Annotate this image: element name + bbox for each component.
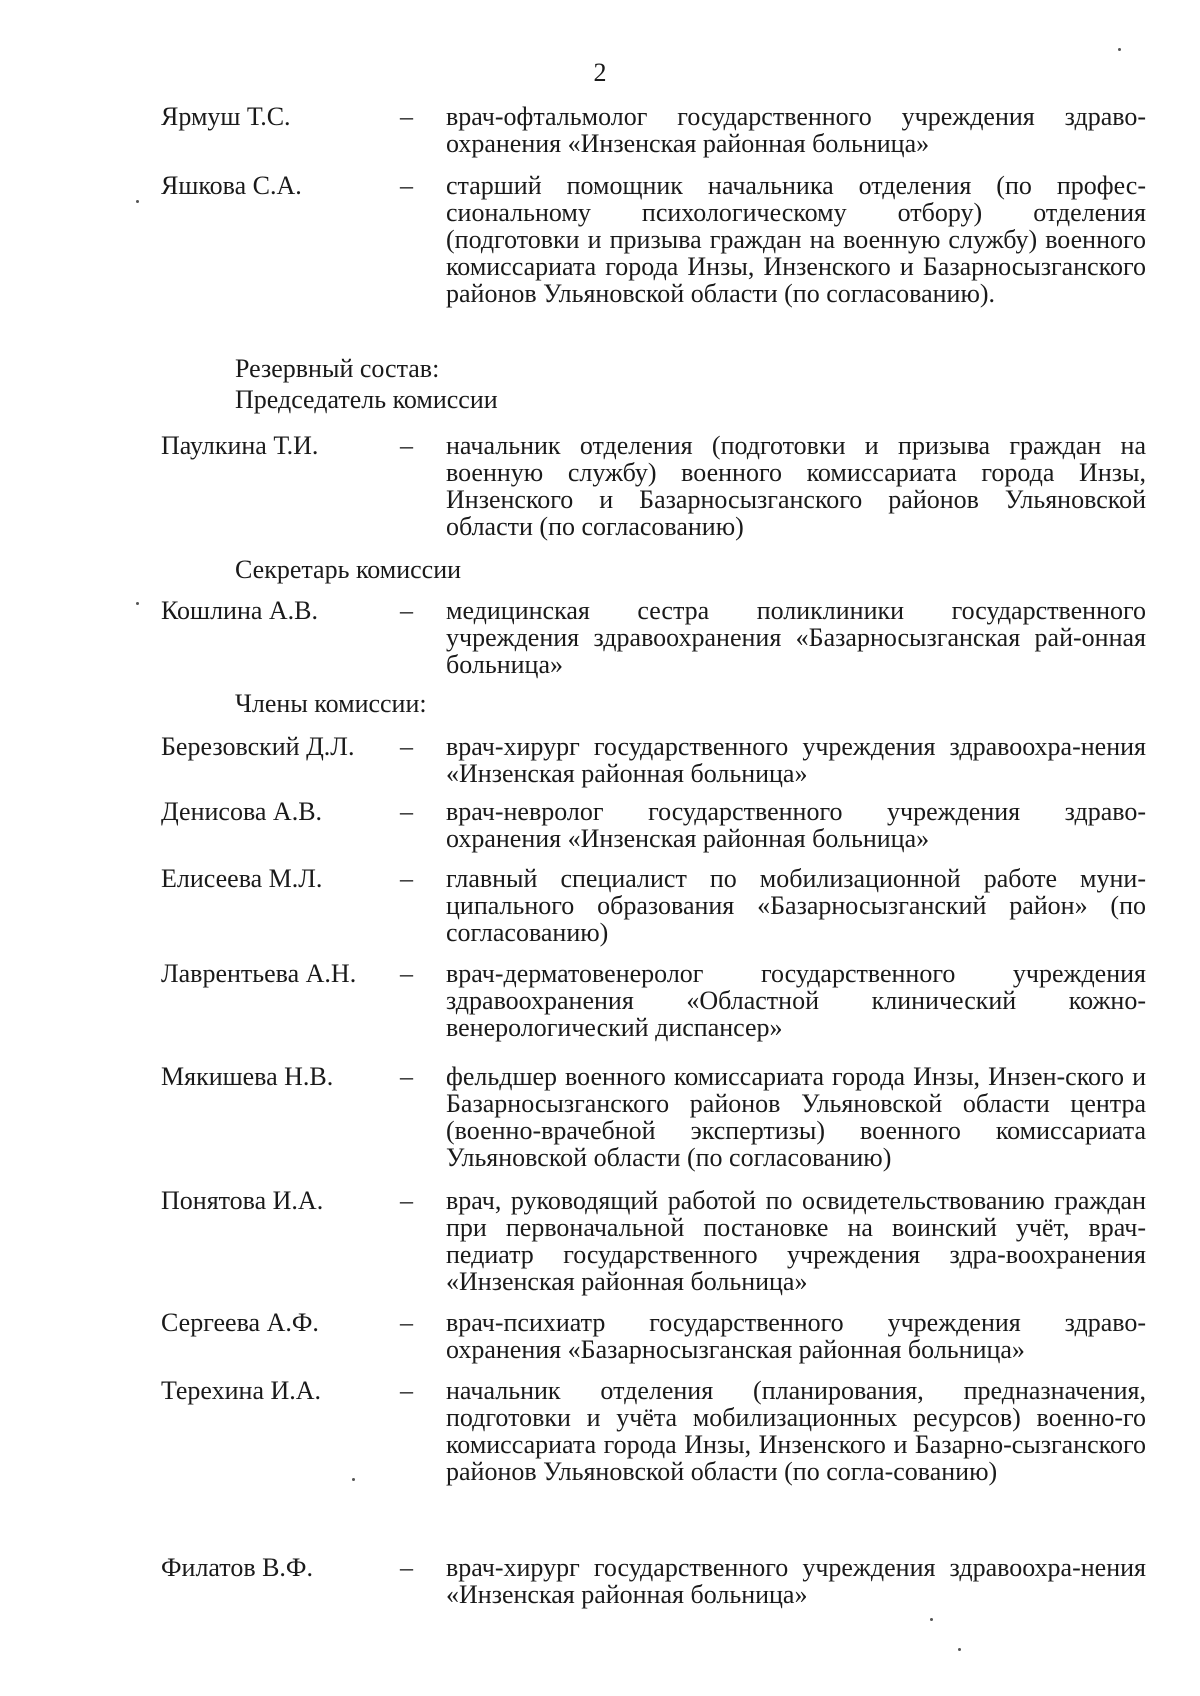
scan-speck [136, 602, 139, 605]
member-name: Понятова И.А. [161, 1186, 324, 1215]
member-description: врач, руководящий работой по освидетельствованию граждан при первоначальной постановке на воинский учёт, врач-педиатр государственного учреждения здра-воохранения «Инзенская районная больница» [446, 1186, 1146, 1296]
member-name: Паулкина Т.И. [161, 431, 319, 460]
member-name: Терехина И.А. [161, 1376, 322, 1405]
member-dash: – [400, 1553, 413, 1582]
member-name: Лаврентьева А.Н. [161, 959, 357, 988]
member-name: Березовский Д.Л. [161, 732, 355, 761]
member-dash: – [400, 431, 413, 460]
member-dash: – [400, 797, 413, 826]
member-dash: – [400, 171, 413, 200]
page-number: 2 [593, 58, 607, 87]
member-description: врач-дерматовенеролог государственного учреждения здравоохранения «Областной клинический кожно-венерологический диспансер» [446, 959, 1146, 1042]
members-title: Члены комиссии: [235, 689, 427, 718]
member-description: врач-офтальмолог государственного учреждения здраво-охранения «Инзенская районная больница» [446, 102, 1146, 158]
member-dash: – [400, 1376, 413, 1405]
member-description: начальник отделения (планирования, предназначения, подготовки и учёта мобилизационных ресурсов) военно-го комиссариата города Инзы, Инзенского и Базарно-сызганского районов Ульяновской области (по согла-сованию) [446, 1376, 1146, 1486]
member-dash: – [400, 732, 413, 761]
member-description: врач-хирург государственного учреждения здравоохра-нения «Инзенская районная больница» [446, 732, 1146, 788]
member-dash: – [400, 864, 413, 893]
member-name: Яшкова С.А. [161, 171, 302, 200]
reserve-title: Резервный состав: [235, 354, 440, 383]
chair-title: Председатель комиссии [235, 385, 498, 414]
scan-speck [352, 1478, 355, 1481]
member-dash: – [400, 596, 413, 625]
member-dash: – [400, 959, 413, 988]
member-description: медицинская сестра поликлиники государственного учреждения здравоохранения «Базарносызганская рай-онная больница» [446, 596, 1146, 679]
member-description: старший помощник начальника отделения (по профес-сиональному психологическому отбору) отделения (подготовки и призыва граждан на военную службу) военного комиссариата города Инзы, Инзенского и Базарносызганского районов Ульяновской области (по согласованию). [446, 171, 1146, 308]
member-description: врач-психиатр государственного учреждения здраво-охранения «Базарносызганская районная больница» [446, 1308, 1146, 1364]
member-name: Кошлина А.В. [161, 596, 319, 625]
member-description: начальник отделения (подготовки и призыва граждан на военную службу) военного комиссариата города Инзы, Инзенского и Базарносызганского районов Ульяновской области (по согласованию) [446, 431, 1146, 541]
member-dash: – [400, 1186, 413, 1215]
member-name: Ярмуш Т.С. [161, 102, 291, 131]
scan-speck [136, 200, 139, 203]
member-name: Филатов В.Ф. [161, 1553, 313, 1582]
member-name: Денисова А.В. [161, 797, 323, 826]
secretary-title: Секретарь комиссии [235, 555, 462, 584]
scan-speck [958, 1648, 961, 1651]
member-dash: – [400, 1308, 413, 1337]
scan-speck [930, 1618, 933, 1621]
member-dash: – [400, 1062, 413, 1091]
member-description: фельдшер военного комиссариата города Инзы, Инзен-ского и Базарносызганского районов Ульяновской области центра (военно-врачебной экспертизы) военного комиссариата Ульяновской области (по согласованию) [446, 1062, 1146, 1172]
member-description: главный специалист по мобилизационной работе муни-ципального образования «Базарносызганский район» (по согласованию) [446, 864, 1146, 947]
member-description: врач-невролог государственного учреждения здраво-охранения «Инзенская районная больница» [446, 797, 1146, 853]
member-name: Мякишева Н.В. [161, 1062, 334, 1091]
member-name: Сергеева А.Ф. [161, 1308, 319, 1337]
member-dash: – [400, 102, 413, 131]
member-name: Елисеева М.Л. [161, 864, 323, 893]
member-description: врач-хирург государственного учреждения здравоохра-нения «Инзенская районная больница» [446, 1553, 1146, 1609]
scan-speck [1118, 48, 1121, 51]
